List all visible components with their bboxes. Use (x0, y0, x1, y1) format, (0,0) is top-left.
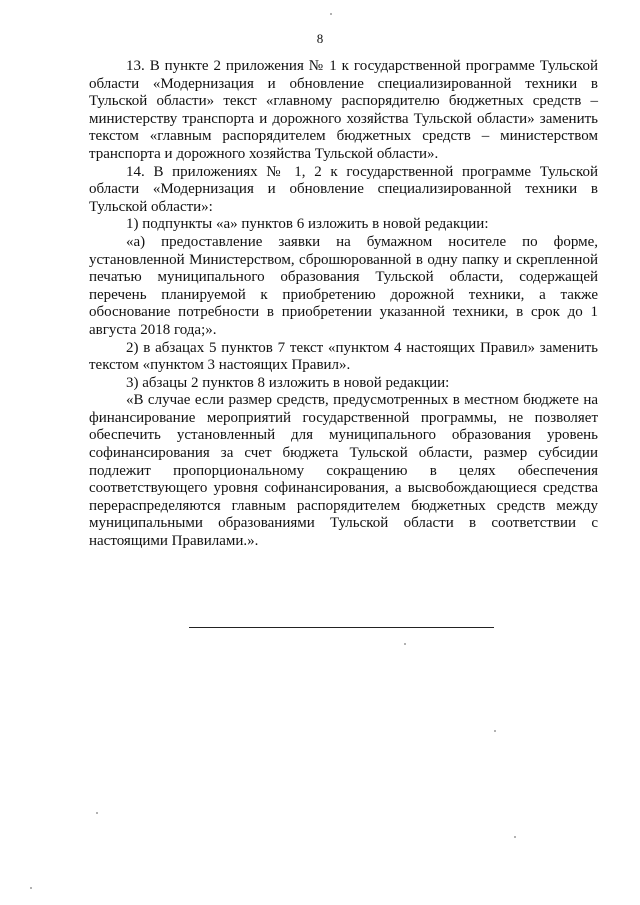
subitem-1-text: «а) предоставление заявки на бумажном носителе по форме, установленной Министерством, сброшюрованной в одну папку и скрепленной печатью муниципального образования Тульской области, содержащей перечень планируемой к приобретению дорожной техники, а также обоснование потребности в приобретении указанной техники, в срок до 1 августа 2018 года;». (89, 233, 598, 338)
scan-speck (96, 812, 98, 814)
scan-speck (514, 836, 516, 838)
scan-speck (30, 887, 32, 889)
subitem-2-text: 2) в абзацах 5 пунктов 7 текст «пунктом 4 настоящих Правил» заменить текстом «пунктом 3 настоящих Правил». (89, 339, 598, 374)
scan-speck (330, 13, 332, 15)
scan-speck (494, 730, 496, 732)
closing-divider-line (189, 627, 494, 628)
subitem-1-intro: 1) подпункты «а» пунктов 6 изложить в новой редакции: (126, 216, 489, 233)
document-body (89, 58, 598, 551)
scan-speck (404, 643, 406, 645)
paragraph-13-amendment: 13. В пункте 2 приложения № 1 к государственной программе Тульской области «Модернизация и обновление специализированной техники в Тульской области» текст «главному распорядителю бюджетных средств – министерству транспорта и дорожного хозяйства Тульской области» заменить текстом «главным распорядителем бюджетных средств – министерством транспорта и дорожного хозяйства Тульской области». (89, 58, 598, 162)
paragraph-14-amendment: 14. В приложениях № 1, 2 к государственной программе Тульской области «Модернизация и обновление специализированной техники в Тульской области»: (89, 163, 598, 215)
subitem-3-intro: 3) абзацы 2 пунктов 8 изложить в новой редакции: (126, 374, 450, 391)
subitem-3-text: «В случае если размер средств, предусмотренных в местном бюджете на финансирование мероприятий государственной программы, не позволяет обеспечить установленный для муниципального образования уровень софинансирования за счет бюджета Тульской области, размер субсидии подлежит пропорциональному сокращению в целях обеспечения соответствующего уровня софинансирования, а высвобождающиеся средства перераспределяются главным распорядителем бюджетных средств между муниципальными образованиями Тульской области в соответствии с настоящими Правилами.». (89, 392, 598, 550)
page-number: 8 (316, 31, 324, 46)
